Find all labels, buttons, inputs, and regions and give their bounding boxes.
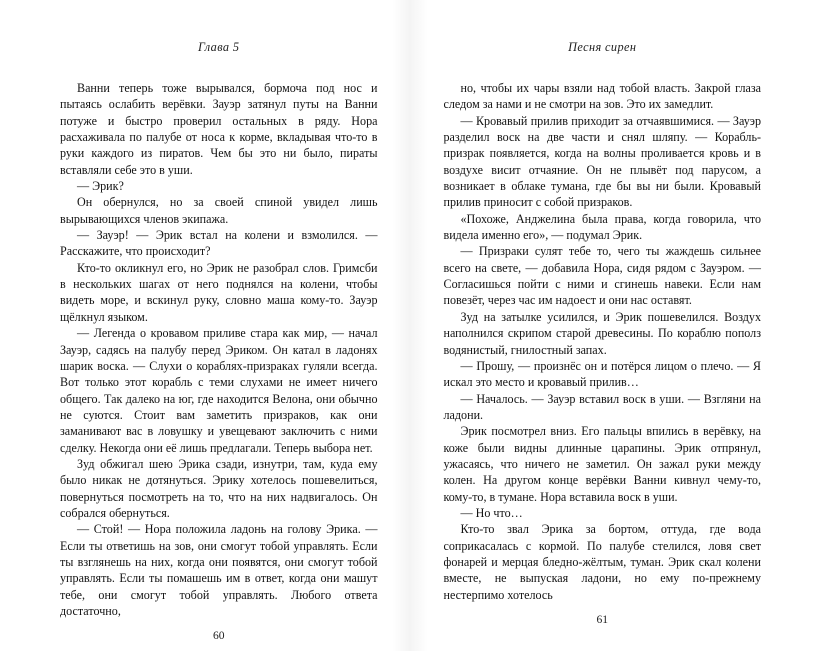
running-head-left: Глава 5	[198, 40, 240, 54]
paragraph: «Похоже, Анджелина была права, когда говорила, что видела именно его», — подумал Эрик.	[443, 211, 761, 243]
paragraph: — Стой! — Нора положила ладонь на голову Эрика. — Если ты ответишь на зов, они смогут тобой управлять. Если ты взглянешь на них, когда они появятся, они смогут тобой управлять. Если ты помашешь им в ответ, когда они машут тебе, они смогут тобой управлять. Любого ответа достаточно,	[60, 522, 378, 618]
paragraph: Эрик посмотрел вниз. Его пальцы впились в верёвку, на коже были видны длинные царапины. Эрик отпрянул, ужасаясь, что ничего не заметил. Он зажал руки между колен. На другом конце верёвки Ванни кивнул чему-то, кому-то, в тумане. Нора вставила воск в уши.	[443, 424, 761, 504]
page-right	[410, 0, 819, 651]
body-text-left	[60, 80, 378, 619]
paragraph: — Легенда о кровавом приливе стара как мир, — начал Зауэр, садясь на палубу перед Эриком. Он катал в ладонях шарик воска. — Слухи о кораблях-призраках гуляли всегда. Вот только этот корабль с теми слухами не имеет ничего общего. Так далеко на юг, где находится Велона, они обычно не суются. Стоит вам заметить призраков, как они заманивают вас в ловушку и увещевают заключить с ними сделку. Некогда они её лишь предлагали. Теперь выбора нет.	[60, 326, 378, 455]
paragraph: Кто-то звал Эрика за бортом, оттуда, где вода соприкасалась с кормой. По палубе стелился, ловя свет фонарей и мерцая бледно-жёлтым, туман. Эрик скал колени вместе, не выпуская ладони, но ему по-прежнему нестерпимо хотелось	[443, 522, 761, 602]
paragraph: Он обернулся, но за своей спиной увидел лишь вырывающихся членов экипажа.	[60, 195, 378, 226]
paragraph: но, чтобы их чары взяли над тобой власть. Закрой глаза следом за нами и не смотри на зов. Это их замедлит.	[443, 81, 761, 112]
paragraph: — Началось. — Зауэр вставил воск в уши. — Взгляни на ладони.	[443, 391, 761, 422]
paragraph: Ванни теперь тоже вырывался, бормоча под нос и пытаясь ослабить верёвки. Зауэр затянул путы на Ванни потуже и быстро проверил остальных в ряду. Нора расхаживала по палубе от носа к корме, вкладывая что-то в руки каждого из пиратов. Чем бы это ни было, пираты вставляли себе это в уши.	[60, 81, 378, 177]
gutter-shadow-left	[392, 0, 410, 651]
page-number-right: 61	[596, 613, 609, 626]
running-head-right: Песня сирен	[568, 40, 637, 54]
body-text-right	[444, 80, 762, 603]
paragraph: — Зауэр! — Эрик встал на колени и взмолился. — Расскажите, что происходит?	[60, 228, 378, 259]
page-number-left: 60	[212, 629, 225, 643]
paragraph: Кто-то окликнул его, но Эрик не разобрал слов. Гримсби в нескольких шагах от него поднялся на колени, чтобы видеть море, и вскинул руку, словно маша кому-то. Зауэр щёлкнул языком.	[60, 260, 378, 324]
paragraph: Зуд на затылке усилился, и Эрик пошевелился. Воздух наполнился скрипом старой древесины. По кораблю пополз водянистый, гнилостный запах.	[443, 309, 761, 357]
paragraph: — Но что…	[460, 505, 523, 520]
gutter-shadow-right	[410, 0, 428, 651]
paragraph: — Эрик?	[77, 179, 124, 194]
paragraph: — Кровавый прилив приходит за отчаявшимися. — Зауэр разделил воск на две части и снял шляпу. — Корабль-призрак появляется, когда на волны проливается кровь и в воздухе висит отчаяние. Он не плывёт под парусом, а возникает в облаке тумана, где бы вы ни были. Кровавый прилив приносит с собой призраков.	[443, 113, 761, 210]
paragraph: — Призраки сулят тебе то, чего ты жаждешь сильнее всего на свете, — добавила Нора, сидя рядом с Зауэром. — Согласишься пойти с ними и сгинешь навеки. Если нам повезёт, через час им надоест и они нас оставят.	[443, 244, 761, 308]
paragraph: — Прошу, — произнёс он и потёрся лицом о плечо. — Я искал это место и кровавый прилив…	[443, 358, 761, 390]
paragraph: Зуд обжигал шею Эрика сзади, изнутри, там, куда ему было никак не дотянуться. Эрику хотелось пошевелиться, повернуться посмотреть на то, что на них надвигалось. Он собрался обернуться.	[60, 456, 378, 520]
